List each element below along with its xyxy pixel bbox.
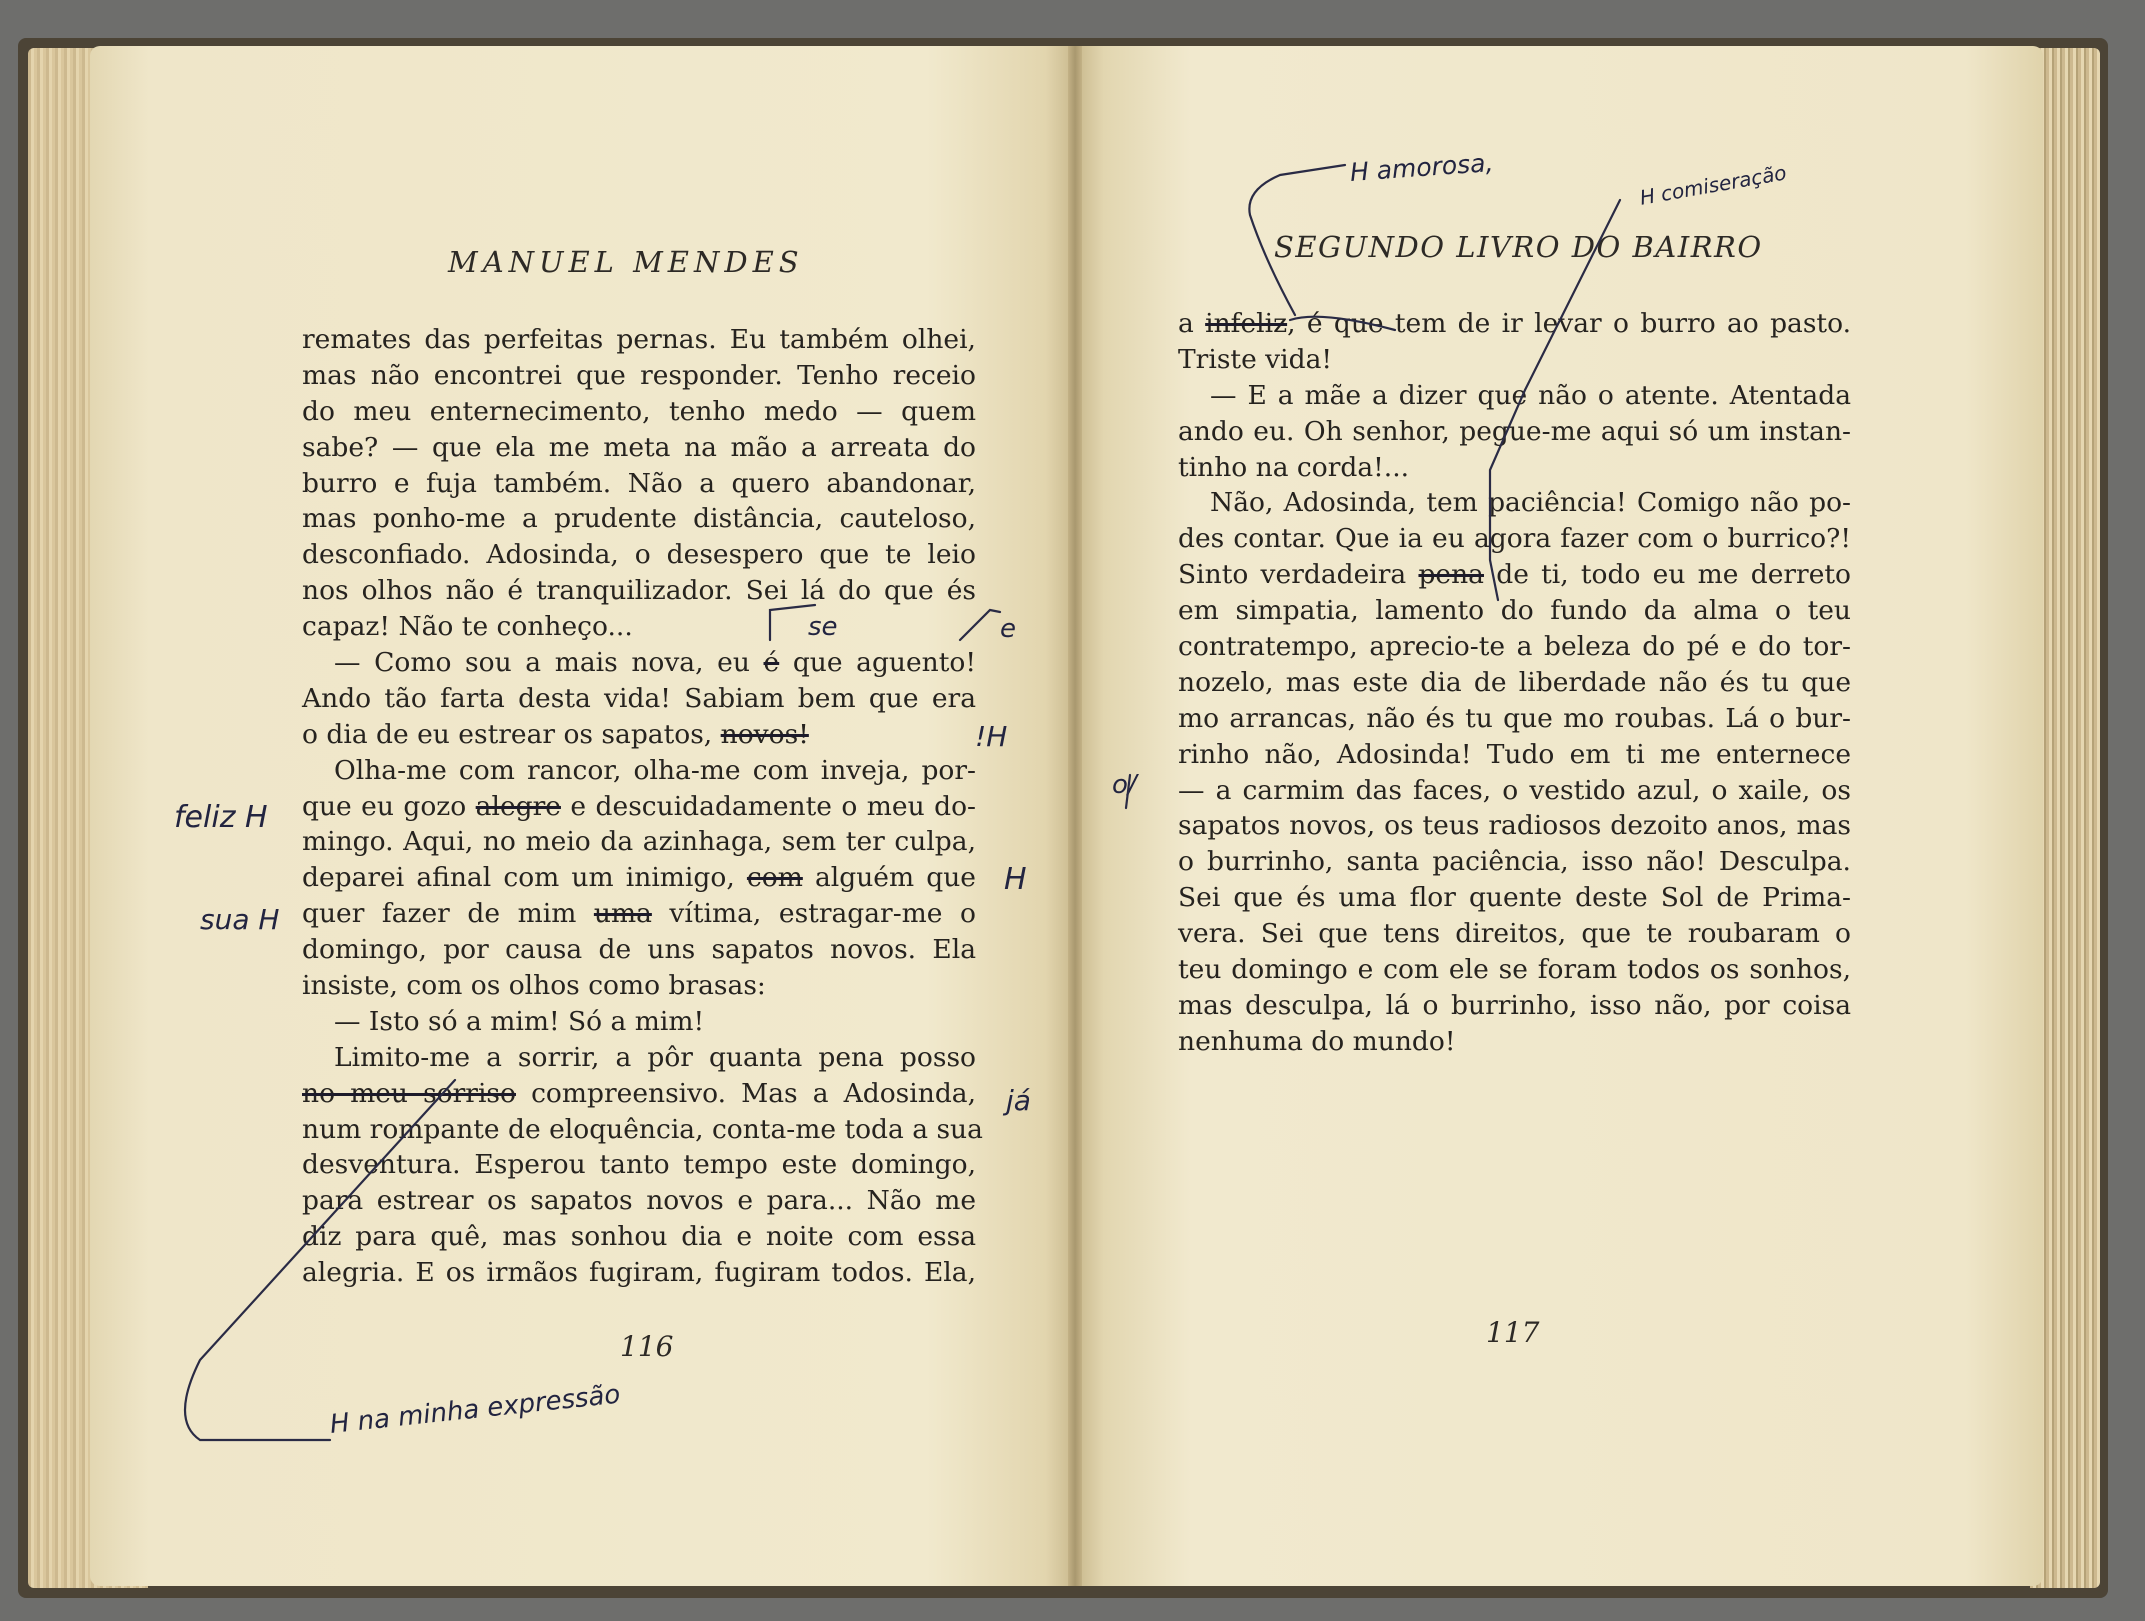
right-text-line bbox=[1178, 773, 1851, 809]
text-run: ando eu. Oh senhor, pegue-me aqui só um instan- bbox=[1178, 415, 1851, 447]
right-text-line bbox=[1178, 306, 1851, 342]
left-text-line bbox=[302, 430, 976, 466]
right-text-line bbox=[1178, 844, 1851, 880]
left-text-line bbox=[302, 466, 976, 502]
left-text-line bbox=[302, 1076, 976, 1112]
text-run: quer fazer de mim bbox=[302, 898, 594, 930]
right-body-text bbox=[1178, 306, 1851, 1060]
text-run: vera. Sei que tens direitos, que te roubaram o bbox=[1178, 918, 1851, 950]
left-text-line bbox=[302, 1040, 976, 1076]
struck-word: infeliz bbox=[1205, 308, 1288, 339]
left-page-number: 116 bbox=[620, 1330, 674, 1363]
text-run: Ando tão farta desta vida! Sabiam bem que era bbox=[302, 682, 976, 714]
right-text-line bbox=[1178, 629, 1851, 665]
right-text-line bbox=[1178, 665, 1851, 701]
right-text-line bbox=[1178, 701, 1851, 737]
text-run: mas ponho-me a prudente distância, cauteloso, bbox=[302, 503, 976, 535]
text-run: desconfiado. Adosinda, o desespero que te leio bbox=[302, 539, 976, 571]
right-page-number: 117 bbox=[1486, 1316, 1540, 1349]
text-run: nos olhos não é tranquilizador. Sei lá do que és bbox=[302, 575, 976, 607]
left-text-line bbox=[302, 394, 976, 430]
margin-note-feliz: feliz H bbox=[174, 800, 268, 835]
text-run: nenhuma do mundo! bbox=[1178, 1025, 1456, 1057]
text-run: insiste, com os olhos como brasas: bbox=[302, 970, 766, 1002]
margin-note-o: o/ bbox=[1112, 770, 1137, 800]
text-run: mas desculpa, lá o burrinho, isso não, por coisa bbox=[1178, 989, 1851, 1021]
left-text-line bbox=[302, 753, 976, 789]
left-text-line bbox=[302, 1147, 976, 1183]
left-text-line bbox=[302, 717, 976, 753]
right-text-line bbox=[1178, 916, 1851, 952]
text-run: — Isto só a mim! Só a mim! bbox=[334, 1005, 705, 1037]
text-run: Olha-me com rancor, olha-me com inveja, por- bbox=[334, 754, 976, 786]
right-text-line bbox=[1178, 342, 1851, 378]
text-run: contratempo, aprecio-te a beleza do pé e do tor- bbox=[1178, 631, 1851, 663]
text-run: nozelo, mas este dia de liberdade não és tu que bbox=[1178, 666, 1851, 698]
text-run: mingo. Aqui, no meio da azinhaga, sem ter culpa, bbox=[302, 826, 976, 858]
right-text-line bbox=[1178, 737, 1851, 773]
text-run: o dia de eu estrear os sapatos, bbox=[302, 718, 721, 750]
struck-word: com bbox=[746, 862, 803, 894]
right-text-line bbox=[1178, 557, 1851, 593]
right-text-line bbox=[1178, 485, 1851, 521]
text-run: sabe? — que ela me meta na mão a arreata do bbox=[302, 431, 976, 463]
left-text-line bbox=[302, 573, 976, 609]
left-text-line bbox=[302, 860, 976, 896]
text-run: domingo, por causa de uns sapatos novos. Ela bbox=[302, 934, 976, 966]
top-handwritten-note-1: H amorosa, bbox=[1348, 148, 1495, 187]
text-run: alegria. E os irmãos fugiram, fugiram todos. Ela, bbox=[302, 1257, 976, 1289]
text-run: mo arrancas, não és tu que mo roubas. Lá o bur- bbox=[1178, 702, 1851, 734]
text-run: para estrear os sapatos novos e para... Não me bbox=[302, 1185, 976, 1217]
right-running-head: SEGUNDO LIVRO DO BAIRRO bbox=[1274, 230, 1763, 264]
right-text-line bbox=[1178, 521, 1851, 557]
text-run: que eu gozo bbox=[302, 790, 476, 822]
left-text-line bbox=[302, 501, 976, 537]
right-text-line bbox=[1178, 952, 1851, 988]
left-text-line bbox=[302, 932, 976, 968]
text-run: des contar. Que ia eu agora fazer com o burrico?! bbox=[1178, 523, 1851, 555]
text-run: Sinto verdadeira bbox=[1178, 559, 1419, 591]
right-text-line bbox=[1178, 450, 1851, 486]
struck-word: novos! bbox=[720, 718, 809, 750]
left-text-line bbox=[302, 358, 976, 394]
left-text-line bbox=[302, 968, 976, 1004]
left-text-line bbox=[302, 789, 976, 825]
text-run: Não, Adosinda, tem paciência! Comigo não po- bbox=[1210, 487, 1851, 519]
margin-note-sua: sua H bbox=[200, 903, 280, 936]
insert-mark-punct: !H bbox=[975, 720, 1008, 753]
left-text-line bbox=[302, 681, 976, 717]
text-run: que aguento! bbox=[779, 647, 976, 679]
text-run: desventura. Esperou tanto tempo este domingo, bbox=[302, 1149, 976, 1181]
left-text-line bbox=[302, 322, 976, 358]
right-text-line bbox=[1178, 880, 1851, 916]
right-text-line bbox=[1178, 808, 1851, 844]
left-text-line bbox=[302, 609, 976, 645]
text-run: Triste vida! bbox=[1178, 343, 1333, 375]
left-text-line bbox=[302, 645, 976, 681]
struck-word: no meu sorriso bbox=[302, 1077, 516, 1109]
text-run: Sei que és uma flor quente deste Sol de Prima- bbox=[1178, 882, 1851, 914]
struck-word: é bbox=[763, 647, 780, 679]
text-run: sapatos novos, os teus radiosos dezoito anos, mas bbox=[1178, 810, 1851, 842]
text-run: alguém que bbox=[802, 862, 976, 894]
right-text-line bbox=[1178, 378, 1851, 414]
insert-mark-se: se bbox=[808, 612, 838, 642]
text-run: em simpatia, lamento do fundo da alma o teu bbox=[1178, 595, 1851, 627]
right-text-line bbox=[1178, 1024, 1851, 1060]
text-run: tinho na corda!... bbox=[1178, 451, 1410, 483]
left-body-text bbox=[302, 322, 983, 1291]
text-run: num rompante de eloquência, conta-me toda a sua bbox=[302, 1113, 983, 1145]
insert-mark-h: H bbox=[1004, 862, 1027, 897]
text-run: mas não encontrei que responder. Tenho receio bbox=[302, 359, 976, 391]
text-run: capaz! Não te conheço... bbox=[302, 611, 633, 643]
left-text-line bbox=[302, 824, 976, 860]
struck-word: pena bbox=[1418, 559, 1484, 591]
text-run: compreensivo. Mas a Adosinda, bbox=[516, 1077, 977, 1109]
right-text-line bbox=[1178, 593, 1851, 629]
left-text-line bbox=[302, 896, 976, 932]
struck-word: alegre bbox=[475, 790, 561, 822]
insert-mark-e: e bbox=[1000, 614, 1016, 644]
left-text-line bbox=[302, 1255, 976, 1291]
left-text-line bbox=[302, 537, 976, 573]
text-run: Limito-me a sorrir, a pôr quanta pena posso bbox=[334, 1041, 976, 1073]
text-run: — Como sou a mais nova, eu bbox=[334, 647, 764, 679]
text-run: a bbox=[1178, 308, 1206, 339]
text-run: vítima, estragar-me o bbox=[651, 898, 976, 930]
left-text-line bbox=[302, 1112, 983, 1148]
text-run: rinho não, Adosinda! Tudo em ti me enternece bbox=[1178, 738, 1851, 770]
text-run: diz para quê, mas sonhou dia e noite com essa bbox=[302, 1221, 976, 1253]
text-run: , é que tem de ir levar o burro ao pasto. bbox=[1287, 308, 1851, 339]
right-text-line bbox=[1178, 414, 1851, 450]
struck-word: uma bbox=[593, 898, 652, 930]
text-run: deparei afinal com um inimigo, bbox=[302, 862, 747, 894]
text-run: e descuidadamente o meu do- bbox=[560, 790, 976, 822]
text-run: — a carmim das faces, o vestido azul, o xaile, os bbox=[1178, 774, 1851, 806]
left-text-line bbox=[302, 1219, 976, 1255]
left-text-line bbox=[302, 1183, 976, 1219]
text-run: do meu enternecimento, tenho medo — quem bbox=[302, 395, 976, 427]
text-run: teu domingo e com ele se foram todos os sonhos, bbox=[1178, 954, 1851, 986]
text-run: burro e fuja também. Não a quero abandonar, bbox=[302, 467, 976, 499]
left-text-line bbox=[302, 1004, 976, 1040]
text-run: o burrinho, santa paciência, isso não! Desculpa. bbox=[1178, 846, 1851, 878]
text-run: — E a mãe a dizer que não o atente. Atentada bbox=[1210, 379, 1851, 411]
top-handwritten-note-2: H comiseração bbox=[1637, 160, 1789, 210]
bottom-handwritten-note: H na minha expressão bbox=[328, 1379, 622, 1440]
left-running-head: MANUEL MENDES bbox=[448, 245, 804, 279]
margin-note-ja: já bbox=[1006, 1084, 1031, 1117]
text-run: remates das perfeitas pernas. Eu também olhei, bbox=[302, 324, 976, 355]
text-run: de ti, todo eu me derreto bbox=[1483, 559, 1851, 591]
book-gutter bbox=[1068, 46, 1082, 1586]
right-text-line bbox=[1178, 988, 1851, 1024]
